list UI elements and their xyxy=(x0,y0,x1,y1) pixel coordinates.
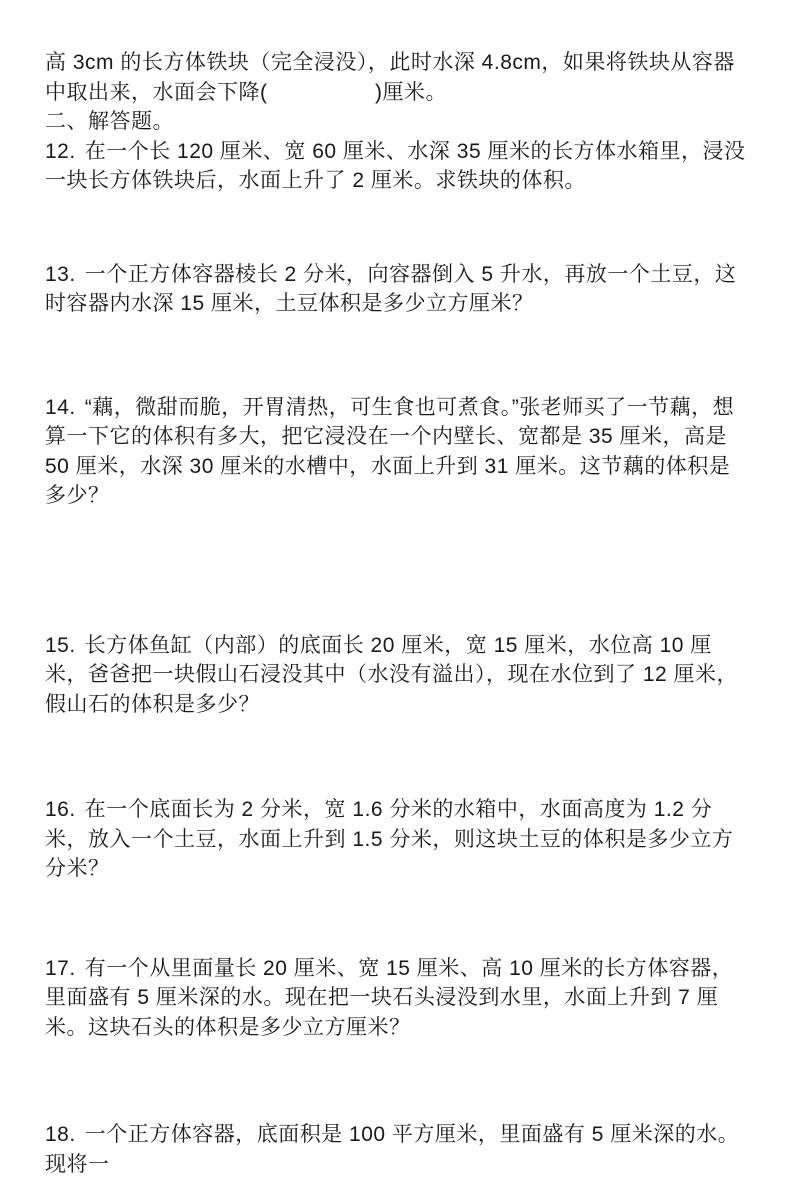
problem-13-text: 一个正方体容器棱长 2 分米，向容器倒入 5 升水，再放一个土豆，这时容器内水深 15 厘米，土豆体积是多少立方厘米？ xyxy=(45,262,737,315)
problem-17 xyxy=(45,954,750,1043)
problem-18-number: 18. xyxy=(45,1123,76,1146)
problem-12-text: 在一个长 120 厘米、宽 60 厘米、水深 35 厘米的长方体水箱里，浸没一块长方体铁块后，水面上升了 2 厘米。求铁块的体积。 xyxy=(45,139,746,192)
problem-17-number: 17. xyxy=(45,956,76,980)
problem-13-number: 13. xyxy=(45,262,76,286)
problem-18-text: 一个正方体容器，底面积是 100 平方厘米，里面盛有 5 厘米深的水。现将一 xyxy=(45,1123,740,1176)
problem-18 xyxy=(45,1120,750,1179)
problem-14-number: 14. xyxy=(45,395,76,419)
problem-14 xyxy=(45,393,750,511)
problem-16-number: 16. xyxy=(45,798,76,821)
problem-16 xyxy=(45,795,750,884)
problem-13 xyxy=(45,260,750,319)
problem-15-text: 长方体鱼缸（内部）的底面长 20 厘米，宽 15 厘米，水位高 10 厘米，爸爸把一块假山石浸没其中（水没有溢出），现在水位到了 12 厘米，假山石的体积是多少？ xyxy=(45,633,739,716)
problem-12 xyxy=(45,137,750,196)
section-header: 二、解答题。 xyxy=(45,110,174,133)
problem-11-continuation: 高 3cm 的长方体铁块（完全浸没），此时水深 4.8cm，如果将铁块从容器中取出来，水面会下降( )厘米。 xyxy=(45,51,735,104)
problem-17-text: 有一个从里面量长 20 厘米、宽 15 厘米、高 10 厘米的长方体容器，里面盛有 5 厘米深的水。现在把一块石头浸没到水里，水面上升到 7 厘米。这块石头的体积是多少立方厘米？ xyxy=(45,956,734,1039)
problem-15 xyxy=(45,631,750,720)
problem-15-number: 15. xyxy=(45,633,76,657)
problem-16-text: 在一个底面长为 2 分米，宽 1.6 分米的水箱中，水面高度为 1.2 分米，放入一个土豆，水面上升到 1.5 分米，则这块土豆的体积是多少立方分米？ xyxy=(45,798,734,880)
problem-14-text: “藕，微甜而脆，开胃清热，可生食也可煮食。”张老师买了一节藕，想算一下它的体积有多大，把它浸没在一个内壁长、宽都是 35 厘米，高是 50 厘米，水深 30 厘米的水槽中，水面上升到 31 厘米。这节藕的体积是多少？ xyxy=(45,395,735,507)
problem-12-number: 12. xyxy=(45,139,76,163)
